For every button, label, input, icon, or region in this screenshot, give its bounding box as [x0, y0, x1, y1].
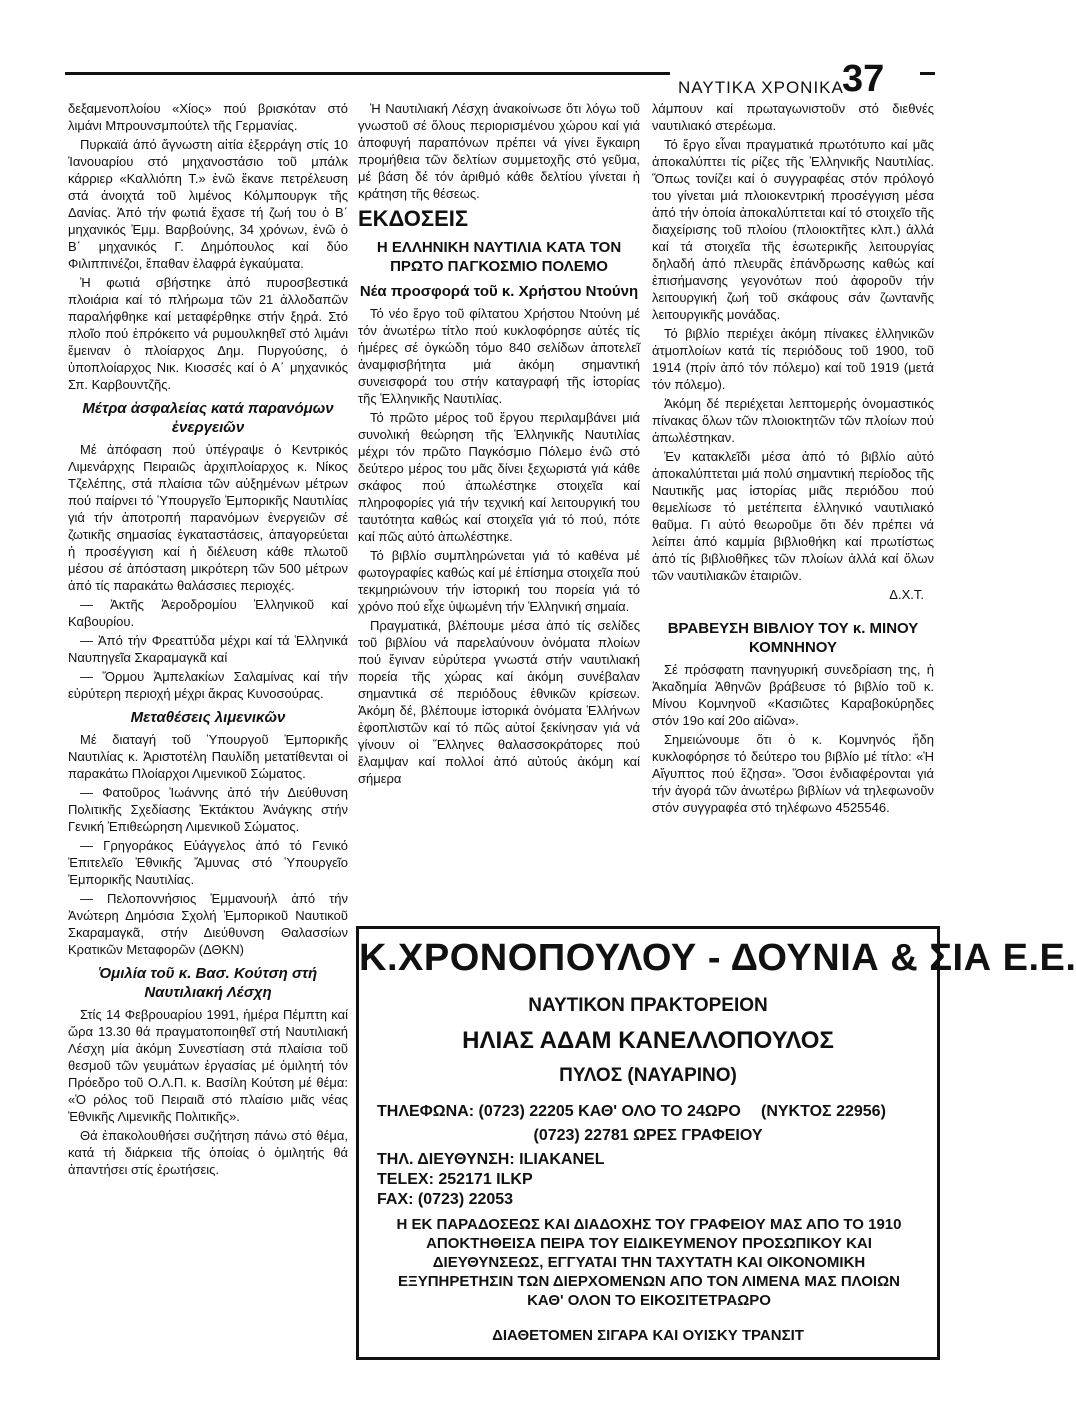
ad-telegram-address: ΤΗΛ. ΔΙΕΥΘΥΝΣΗ: ILIAKANEL	[377, 1151, 605, 1168]
heading-speech: Ὁμιλία τοῦ κ. Βασ. Κούτση στή Ναυτιλιακή Λέσχη	[98, 965, 318, 1001]
ad-owner-name: ΗΛΙΑΣ ΑΔΑΜ ΚΑΝΕΛΛΟΠΟΥΛΟΣ	[462, 1027, 834, 1054]
ad-agency: ΝΑΥΤΙΚΟΝ ΠΡΑΚΤΟΡΕΙΟΝ	[528, 995, 768, 1016]
ad-company-name: Κ.ΧΡΟΝΟΠΟΥΛΟΥ - ΔΟΥΝΙΑ & ΣΙΑ Ε.Ε.	[359, 937, 1076, 979]
list-item: — Ὅρμου Ἀμπελακίων Σαλαμίνας καί τήν εὐρύτερη περιοχή μέχρι ἄκρας Κυνοσούρας.	[68, 669, 348, 701]
paragraph: Ἡ Ναυτιλιακή Λέσχη ἀνακοίνωσε ὅτι λόγω τοῦ γνωστοῦ σέ ὅλους περιορισμένου χώρου καί γιά ἀποφυγή παραπόνων πρέπει νά γίνει ἔγκαιρη προμήθεια τῶν δελτίων συμμετοχῆς στό γεῦμα, μέ βάση δέ τόν ἀριθμό κάθε δελτίου γίνεται ἡ κράτηση τῆς θέσεως.	[358, 101, 640, 201]
paragraph: Πραγματικά, βλέπουμε μέσα ἀπό τίς σελίδες τοῦ βιβλίου νά παρελαύνουν ὀνόματα πλοίων πού ἔγιναν εὐρύτερα γνωστά στήν ναυτιλιακή πορεία τῆς χώρας καί ἀκόμη συνέβαλαν σημαντικά σέ περιόδους ἐθνικῶν κρίσεων. Ἀκόμη δέ, βλέπουμε ἱστορικά ὀνόματα Ἑλλήνων ἐφοπλιστῶν καί τό πῶς αὐτοί ξεκίνησαν γιά νά γίνουν οἱ Ἕλληνες θαλασσοκράτορες πού ἔλαμψαν καί πολλοί ἀπό αὐτούς ἀκόμη καί σήμερα	[358, 618, 640, 786]
publication-name: ΝΑΥΤΙΚΑ ΧΡΟΝΙΚΑ	[678, 78, 844, 97]
list-item: — Ἀπό τήν Φρεαττύδα μέχρι καί τά Ἑλληνικά Ναυπηγεῖα Σκαραμαγκᾶ καί	[68, 633, 348, 665]
column-1	[68, 100, 348, 1180]
heading-transfers: Μεταθέσεις λιμενικῶν	[130, 709, 286, 726]
ad-telex: TELEX: 252171 ILKP	[377, 1171, 533, 1188]
paragraph: Μέ ἀπόφαση πού ὑπέγραψε ὁ Κεντρικός Λιμενάρχης Πειραιῶς ἀρχιπλοίαρχος κ. Νίκος Τζελέπης, στά πλαίσια τῶν αὐξημένων μέτρων πού παίρνει τό Ὑπουργεῖο Ἐμπορικῆς Ναυτιλίας γιά τήν ἀποτροπή παρανόμων ἐνεργειῶν σέ ζωτικῆς σημασίας ἐγκαταστάσεις, ἀπαγορεύεται ἡ προσέγγιση καί ἡ διέλευση κάθε πλωτοῦ μέσου σέ ἀπόσταση μικρότερη τῶν 500 μέτρων ἀπό τίς παρακάτω θαλάσσιες περιοχές.	[68, 442, 348, 593]
column-3	[652, 100, 934, 818]
paragraph: Μέ διαταγή τοῦ Ὑπουργοῦ Ἐμπορικῆς Ναυτιλίας κ. Ἀριστοτέλη Παυλίδη μετατίθενται οἱ παρακάτω Πλοίαρχοι Λιμενικοῦ Σώματος.	[68, 732, 348, 781]
ad-phone-24h: ΤΗΛΕΦΩΝΑ: (0723) 22205 ΚΑΘ' ΟΛΟ ΤΟ 24ΩΡΟ	[377, 1103, 741, 1120]
ad-phone-office: (0723) 22781 ΩΡΕΣ ΓΡΑΦΕΙΟΥ	[533, 1127, 763, 1144]
ad-location: ΠΥΛΟΣ (ΝΑΥΑΡΙΝΟ)	[559, 1065, 737, 1086]
paragraph: Σέ πρόσφατη πανηγυρική συνεδρίαση της, ἡ Ἀκαδημία Ἀθηνῶν βράβευσε τό βιβλίο τοῦ κ. Μίνου Κομνηνοῦ «Κασιῶτες Καραβοκύρηδες στόν 19ο καί 20ο αἰῶνα».	[652, 662, 934, 728]
list-item: — Πελοποννήσιος Ἐμμανουήλ ἀπό τήν Ἀνώτερη Δημόσια Σχολή Ἐμπορικοῦ Ναυτικοῦ Σκαραμαγκᾶ, στήν Διεύθυνση Θαλασσίων Κρατικῶν Μεταφορῶν (ΔΘΚΝ)	[68, 891, 348, 957]
paragraph: Τό ἔργο εἶναι πραγματικά πρωτότυπο καί μᾶς ἀποκαλύπτει τίς ρίζες τῆς Ἑλληνικῆς Ναυτιλίας. Ὅπως τονίζει καί ὁ συγγραφέας στόν πρόλογό του γίνεται μιά πλοιοκεντρική προσέγγιση μέσα ἀπό τήν ὁποία ἀποκαλύπτεται καί τό στοιχεῖο τῆς διαχείρισης τοῦ πλοίου (πλοιοκτῆτες κλπ.) ἀλλά καί τά στοιχεῖα τῆς ἐσωτερικῆς λειτουργίας δηλαδή ἀπό πλευρᾶς ἐπάνδρωσης καθώς καί ἐπισήμανσης γεγονότων πού ἀφοροῦν τήν λειτουργική ζωή τοῦ σκάφους σάν ζωντανῆς λειτουργικῆς μονάδας.	[652, 137, 934, 322]
ad-phone-night: (ΝΥΚΤΟΣ 22956)	[761, 1103, 886, 1120]
ad-body-text: Η ΕΚ ΠΑΡΑΔΟΣΕΩΣ ΚΑΙ ΔΙΑΔΟΧΗΣ ΤΟΥ ΓΡΑΦΕΙΟΥ ΜΑΣ ΑΠΟ ΤΟ 1910 ΑΠΟΚΤΗΘΕΙΣΑ ΠΕΙΡΑ ΤΟΥ ΕΙΔΙΚΕΥΜΕΝΟΥ ΠΡΟΣΩΠΙΚΟΥ ΚΑΙ ΔΙΕΥΘΥΝΣΕΩΣ, ΕΓΓΥΑΤΑΙ ΤΗΝ ΤΑΧΥΤΑΤΗ ΚΑΙ ΟΙΚΟΝΟΜΙΚΗ ΕΞΥΠΗΡΕΤΗΣΙΝ ΤΩΝ ΔΙΕΡΧΟΜΕΝΩΝ ΑΠΟ ΤΟΝ ΛΙΜΕΝΑ ΜΑΣ ΠΛΟΙΩΝ ΚΑΘ' ΟΛΟΝ ΤΟ ΕΙΚΟΣΙΤΕΤΡΑΩΡΟ	[396, 1216, 902, 1309]
paragraph: Τό πρῶτο μέρος τοῦ ἔργου περιλαμβάνει μιά συνολική θεώρηση τῆς Ἑλληνικῆς Ναυτιλίας μέχρι τόν πρῶτο Παγκόσμιο Πόλεμο ἐνῶ στό δεύτερο μέρος του μᾶς δίνει ξεχωριστά γιά κάθε σκάφος πού ἀπωλέστηκε στοιχεῖα καί πληροφορίες γιά τήν τεχνική καί λειτουργική του ταυτότητα καθώς καί στοιχεῖα γιά τό πού, πότε καί πῶς αὐτό ἀπωλέστηκε.	[358, 410, 640, 544]
list-item: — Ἀκτῆς Ἀεροδρομίου Ἑλληνικοῦ καί Καβουρίου.	[68, 597, 348, 629]
ad-footer: ΔΙΑΘΕΤΟΜΕΝ ΣΙΓΑΡΑ ΚΑΙ ΟΥΙΣΚΥ ΤΡΑΝΣΙΤ	[492, 1327, 804, 1344]
column-2	[358, 100, 640, 789]
article-title-award: ΒΡΑΒΕΥΣΗ ΒΙΒΛΙΟΥ ΤΟΥ κ. ΜΙΝΟΥ ΚΟΜΝΗΝΟΥ	[667, 620, 919, 656]
paragraph: Τό νέο ἔργο τοῦ φίλτατου Χρήστου Ντούνη μέ τόν ἀνωτέρω τίτλο πού κυκλοφόρησε αὐτές τίς ἡμέρες σέ ὀγκώδη τόμο 840 σελίδων ἀποτελεῖ ἀναμφισβήτητα μιά ἀκόμη σημαντική συνεισφορά του στήν καταγραφή τῆς ἱστορίας τῆς Ἑλληνικῆς Ναυτιλίας.	[358, 306, 640, 406]
paragraph: Θά ἐπακολουθήσει συζήτηση πάνω στό θέμα, κατά τή διάρκεια τῆς ὁποίας ὁ ὁμιλητής θά ἀπαντήσει στίς ἐρωτήσεις.	[68, 1128, 348, 1177]
advertisement-box	[356, 926, 1076, 1360]
paragraph: Στίς 14 Φεβρουαρίου 1991, ἡμέρα Πέμπτη καί ὥρα 13.30 θά πραγματοποιηθεῖ στή Ναυτιλιακή Λέσχη μία ἀκόμη Συνεστίαση στά πλαίσια τοῦ θεσμοῦ τῶν γευμάτων ἐργασίας μέ ὁμιλητή τόν Πρόεδρο τοῦ Ο.Λ.Π. κ. Βασίλη Κούτση μέ θέμα: «Ὁ ρόλος τοῦ Πειραιᾶ στό πλαίσιο μιᾶς νέας Ἐθνικῆς Λιμενικῆς Πολιτικῆς».	[68, 1007, 348, 1124]
signature: Δ.Χ.Τ.	[889, 587, 924, 602]
paragraph: δεξαμενοπλοίου «Χίος» πού βρισκόταν στό λιμάνι Μπρουνσμπούτελ τῆς Γερμανίας.	[68, 101, 348, 133]
article-title: Η ΕΛΛΗΝΙΚΗ ΝΑΥΤΙΛΙΑ ΚΑΤΑ ΤΟΝ ΠΡΩΤΟ ΠΑΓΚΟΣΜΙΟ ΠΟΛΕΜΟ	[376, 239, 622, 275]
list-item: — Γρηγοράκος Εὐάγγελος ἀπό τό Γενικό Ἐπιτελεῖο Ἐθνικῆς Ἄμυνας στό Ὑπουργεῖο Ἐμπορικῆς Ναυτιλίας.	[68, 838, 348, 887]
heading-security-measures: Μέτρα ἀσφαλείας κατά παρανόμων ἐνεργειῶν	[82, 400, 334, 436]
paragraph: Ἡ φωτιά σβήστηκε ἀπό πυροσβεστικά πλοιάρια καί τό πλήρωμα τῶν 21 ἀλλοδαπῶν παραλήφθηκε καί μεταφέρθηκε στήν ξηρά. Στό πλοῖο πού ἐπρόκειτο νά ρυμουλκηθεῖ στό λιμάνι ἔμειναν ὁ πλοίαρχος Δημ. Πυργούσης, ὁ ὑποπλοίαρχος Νικ. Κιοσσές καί ὁ Α΄ μηχανικός Σπ. Καρβουντζῆς.	[68, 275, 348, 392]
ad-fax: FAX: (0723) 22053	[377, 1191, 514, 1208]
article-subtitle: Νέα προσφορά τοῦ κ. Χρήστου Ντούνη	[359, 283, 639, 300]
paragraph: Σημειώνουμε ὅτι ὁ κ. Κομνηνός ἤδη κυκλοφόρησε τό δεύτερο του βιβλίο μέ τίτλο: «Ἡ Αἴγυπτος πού ἔζησα». Ὅσοι ἐνδιαφέρονται γιά τήν ἀγορά τῶν ἀνωτέρω βιβλίων νά τηλεφωνοῦν στόν συγγραφέα στό τηλέφωνο 4525546.	[652, 732, 934, 815]
paragraph: Τό βιβλίο συμπληρώνεται γιά τό καθένα μέ φωτογραφίες καθώς καί μέ ἐπίσημα στοιχεῖα πού τεκμηριώνουν τήν ἱστορική του πορεία γιά τό χρόνο πού εἶχε ὑψωμένη τήν Ἑλληνική σημαία.	[358, 548, 640, 614]
page-number: 37	[842, 58, 885, 100]
paragraph: Πυρκαϊά άπό ἄγνωστη αἰτία ἐξερράγη στίς 10 Ἰανουαρίου στό μηχανοστάσιο τοῦ μπάλκ κάρριερ «Καλλιόπη Τ.» ἐνῶ ἔκανε πετρέλευση στά ἀνοιχτά τοῦ λιμένος Κόλμπουργκ τῆς Δανίας. Ἀπό τήν φωτιά ἔχασε τή ζωή του ὁ Β΄ μηχανικός Ἐμμ. Βαρβούνης, 34 χρόνων, ἐνῶ ὁ Β΄ μηχανικός Γ. Δημόπουλος καί δύο Φιλιππινέζοι, ἔπαθαν ἐλαφρά ἐγκαύματα.	[68, 137, 348, 271]
paragraph: Ἀκόμη δέ περιέχεται λεπτομερής ὀνομαστικός πίνακας ὅλων τῶν πλοιοκτητῶν τῶν πλοίων πού ἀπωλέστηκαν.	[652, 396, 934, 445]
section-title: ΕΚΔΟΣΕΙΣ	[358, 206, 469, 231]
paragraph: λάμπουν καί πρωταγωνιστοῦν στό διεθνές ναυτιλιακό στερέωμα.	[652, 101, 934, 133]
paragraph: Τό βιβλίο περιέχει ἀκόμη πίνακες ἑλληνικῶν ἀτμοπλοίων κατά τίς περιόδους τοῦ 1900, τοῦ 1914 (πρίν ἀπό τόν πόλεμο) καί τοῦ 1919 (μετά τόν πόλεμο).	[652, 326, 934, 392]
list-item: — Φατοῦρος Ἰωάννης ἀπό τήν Διεύθυνση Πολιτικῆς Σχεδίασης Ἐκτάκτου Ἀνάγκης στήν Γενική Ἐπιθεώρηση Λιμενικοῦ Σώματος.	[68, 785, 348, 834]
paragraph: Ἐν κατακλεῖδι μέσα ἀπό τό βιβλίο αὐτό ἀποκαλύπτεται μιά πολύ σημαντική περίοδος τῆς Ναυτικῆς μας ἱστορίας μιᾶς περιόδου πού θεμελίωσε τό μετέπειτα ἑλληνικό ναυτιλιακό θαῦμα. Γι αὐτό θεωροῦμε ὅτι δέν πρέπει νά λείπει ἀπό καμμία βιβλιοθήκη καί πρωτίστως ἀπό τίς βιβλιοθῆκες τῶν πλοίων ἀλλά καί ὅλων τῶν ναυτιλιακῶν ἑταιριῶν.	[652, 449, 934, 583]
